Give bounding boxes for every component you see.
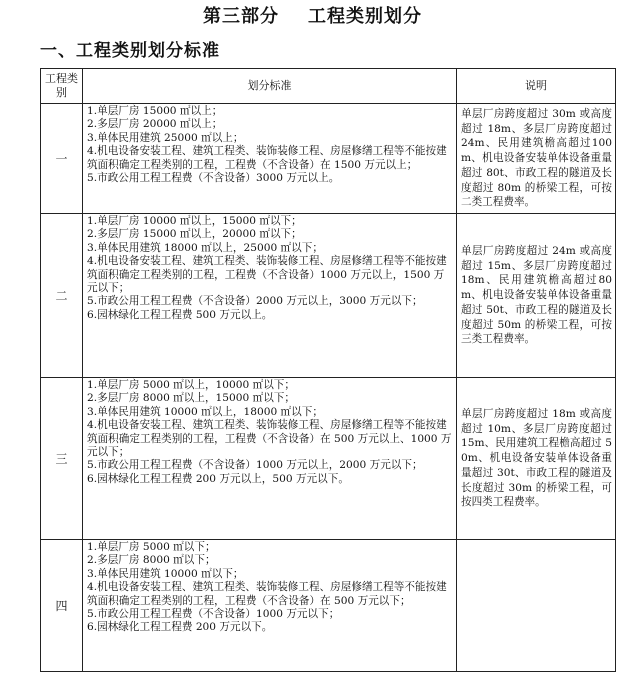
standard-cell [83,378,457,540]
category-cell: 四 [41,540,83,672]
header-standard: 划分标准 [83,69,457,104]
standard-line: 5.市政公用工程工程费（不含设备）2000 万元以上，3000 万元以下； [87,295,423,308]
category-cell: 三 [41,378,83,540]
standard-line: 1.单层厂房 15000 ㎡以上； [87,105,223,117]
table-row [41,104,616,214]
table-row [41,540,616,672]
standard-line: 3.单体民用建筑 18000 ㎡以上，25000 ㎡以下； [87,241,323,254]
standard-line: 4.机电设备安装工程、建筑工程类、装饰装修工程、房屋修缮工程等不能按建筑面积确定工程类别的工程，工程费（不含设备）1000 万元以上，1500 万元以下； [87,255,447,295]
standard-line: 2.多层厂房 8000 ㎡以下； [87,554,216,567]
standard-line: 6.园林绿化工程工程费 200 万元以下。 [87,621,273,634]
standard-line: 3.单体民用建筑 10000 ㎡以下； [87,567,244,580]
standard-line: 4.机电设备安装工程、建筑工程类、装饰装修工程、房屋修缮工程等不能按建筑面积确定工程类别的工程，工程费（不含设备）在 500 万元以上、1000 万元以下； [87,419,452,459]
standard-line: 3.单体民用建筑 25000 ㎡以上； [87,131,244,144]
header-note: 说明 [457,69,616,104]
note-cell: 单层厂房跨度超过 24m 或高度超过 15m、多层厂房跨度超过 18m、民用建筑檐高超过80m、机电设备安装单体设备重量超过 50t、市政工程的隧道及长度超过 50m 的桥梁工程，可按三类工程费率。 [457,214,616,378]
standard-cell [83,214,457,378]
standard-cell [83,540,457,672]
table-row [41,214,616,378]
standard-line: 5.市政公用工程工程费（不含设备）1000 万元以上，2000 万元以下； [87,459,423,472]
standard-line: 4.机电设备安装工程、建筑工程类、装饰装修工程、房屋修缮工程等不能按建筑面积确定工程类别的工程，工程费（不含设备）在 1500 万元以上； [87,145,447,171]
standard-line: 5.市政公用工程工程费（不含设备）1000 万元以下； [87,608,340,621]
standard-line: 5.市政公用工程工程费（不含设备）3000 万元以上。 [87,172,340,185]
note-cell: 单层厂房跨度超过 30m 或高度超过 18m、多层厂房跨度超过 24m、民用建筑檐高超过100m、机电设备安装单体设备重量超过 80t、市政工程的隧道及长度超过 80m 的桥梁工程，可按二类工程费率。 [457,104,616,214]
standard-line: 1.单层厂房 10000 ㎡以上，15000 ㎡以下； [87,215,302,227]
category-cell: 二 [41,214,83,378]
standard-line: 2.多层厂房 8000 ㎡以上，15000 ㎡以下； [87,392,295,405]
classification-table [40,68,616,672]
table-row [41,378,616,540]
note-cell: 单层厂房跨度超过 18m 或高度超过 10m、多层厂房跨度超过 15m、民用建筑工程檐高超过 50m、机电设备安装单体设备重量超过 30t、市政工程的隧道及长度超过 30m 的桥梁工程，可按四类工程费率。 [457,378,616,540]
standard-line: 2.多层厂房 20000 ㎡以上； [87,118,223,131]
section-heading: 一、工程类别划分标准 [40,41,220,61]
standard-cell [83,104,457,214]
note-cell [457,540,616,672]
table-header-row [41,69,616,104]
standard-line: 2.多层厂房 15000 ㎡以上，20000 ㎡以下； [87,228,302,241]
standard-line: 6.园林绿化工程工程费 500 万元以上。 [87,308,273,321]
category-cell: 一 [41,104,83,214]
standard-line: 1.单层厂房 5000 ㎡以下； [87,541,216,553]
page-title: 第三部分 工程类别划分 [202,6,423,27]
header-category: 工程类别 [41,69,83,104]
standard-line: 1.单层厂房 5000 ㎡以上，10000 ㎡以下； [87,379,295,391]
standard-line: 3.单体民用建筑 10000 ㎡以上，18000 ㎡以下； [87,405,323,418]
standard-line: 4.机电设备安装工程、建筑工程类、装饰装修工程、房屋修缮工程等不能按建筑面积确定工程类别的工程，工程费（不含设备）在 500 万元以下； [87,581,447,607]
standard-line: 6.园林绿化工程工程费 200 万元以上，500 万元以下。 [87,472,349,485]
